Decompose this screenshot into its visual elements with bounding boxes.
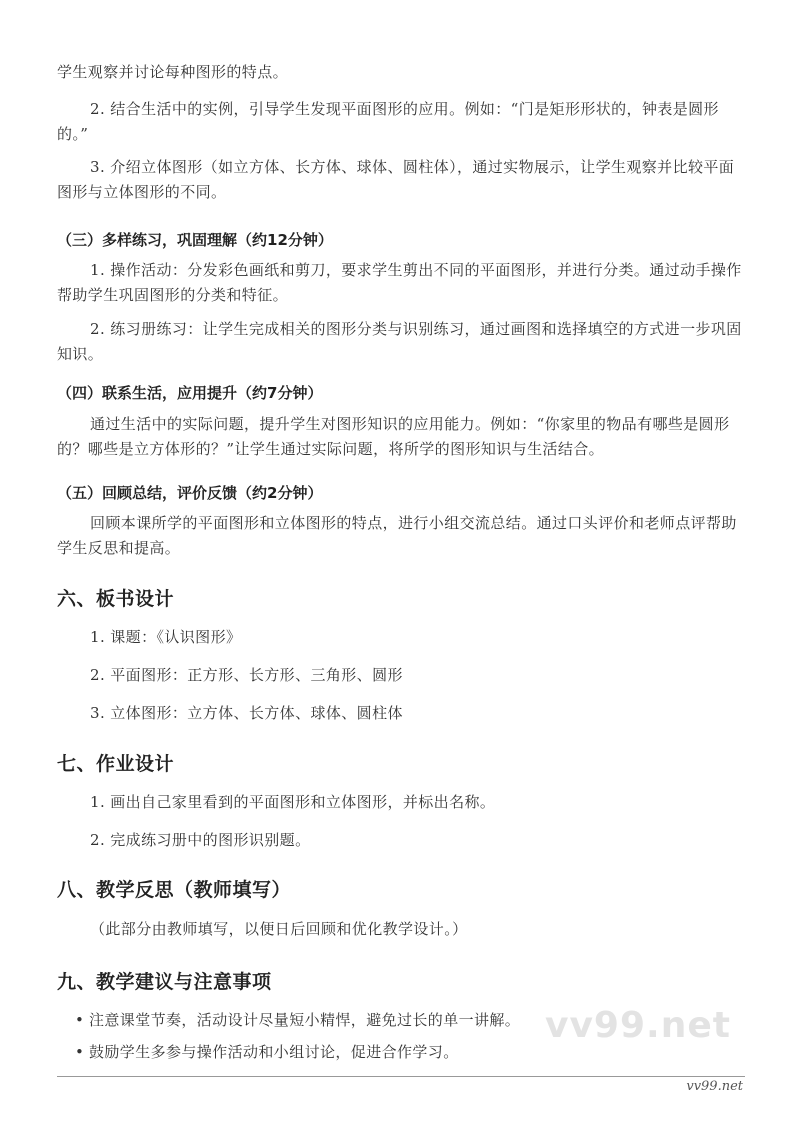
list-item: 1. 课题：《认识图形》 [90, 628, 242, 646]
section-heading: （五）回顾总结，评价反馈（约2分钟） [57, 484, 323, 502]
paragraph: 1. 操作活动：分发彩色画纸和剪刀，要求学生剪出不同的平面图形，并进行分类。通过动手操作帮助学生巩固图形的分类和特征。 [57, 261, 742, 304]
bullet-item [57, 1040, 459, 1065]
section-heading: （三）多样练习，巩固理解（约12分钟） [57, 231, 333, 249]
bullet-text: 鼓励学生多参与操作活动和小组讨论，促进合作学习。 [89, 1043, 459, 1061]
bullet-item [57, 1008, 520, 1033]
chapter-heading: 九、教学建议与注意事项 [57, 971, 272, 993]
paragraph: 回顾本课所学的平面图形和立体图形的特点，进行小组交流总结。通过口头评价和老师点评帮助学生反思和提高。 [57, 514, 737, 557]
list-item: 3. 立体图形：立方体、长方体、球体、圆柱体 [90, 704, 403, 722]
section-heading: （四）联系生活，应用提升（约7分钟） [57, 384, 323, 402]
paragraph: 学生观察并讨论每种图形的特点。 [57, 63, 289, 81]
footer-divider [57, 1076, 745, 1077]
watermark: vv99.net [545, 1005, 731, 1046]
paragraph: 2. 结合生活中的实例，引导学生发现平面图形的应用。例如：“门是矩形形状的，钟表是圆形的。” [57, 100, 719, 143]
list-item: 2. 平面图形：正方形、长方形、三角形、圆形 [90, 666, 403, 684]
footer-site: vv99.net [686, 1079, 743, 1094]
chapter-heading: 七、作业设计 [57, 753, 175, 775]
chapter-heading: 八、教学反思（教师填写） [57, 879, 292, 901]
bullet-text: 注意课堂节奏，活动设计尽量短小精悍，避免过长的单一讲解。 [89, 1011, 521, 1029]
paragraph: 通过生活中的实际问题，提升学生对图形知识的应用能力。例如：“你家里的物品有哪些是圆形的？哪些是立方体形的？”让学生通过实际问题，将所学的图形知识与生活结合。 [57, 415, 730, 458]
paragraph: 2. 练习册练习：让学生完成相关的图形分类与识别练习，通过画图和选择填空的方式进一步巩固知识。 [57, 320, 742, 363]
list-item: 1. 画出自己家里看到的平面图形和立体图形，并标出名称。 [90, 793, 496, 811]
chapter-heading: 六、板书设计 [57, 588, 175, 610]
paragraph: 3. 介绍立体图形（如立方体、长方体、球体、圆柱体），通过实物展示，让学生观察并比较平面图形与立体图形的不同。 [57, 158, 735, 201]
list-item: 2. 完成练习册中的图形识别题。 [90, 831, 311, 849]
paragraph: （此部分由教师填写，以便日后回顾和优化教学设计。） [90, 920, 468, 938]
